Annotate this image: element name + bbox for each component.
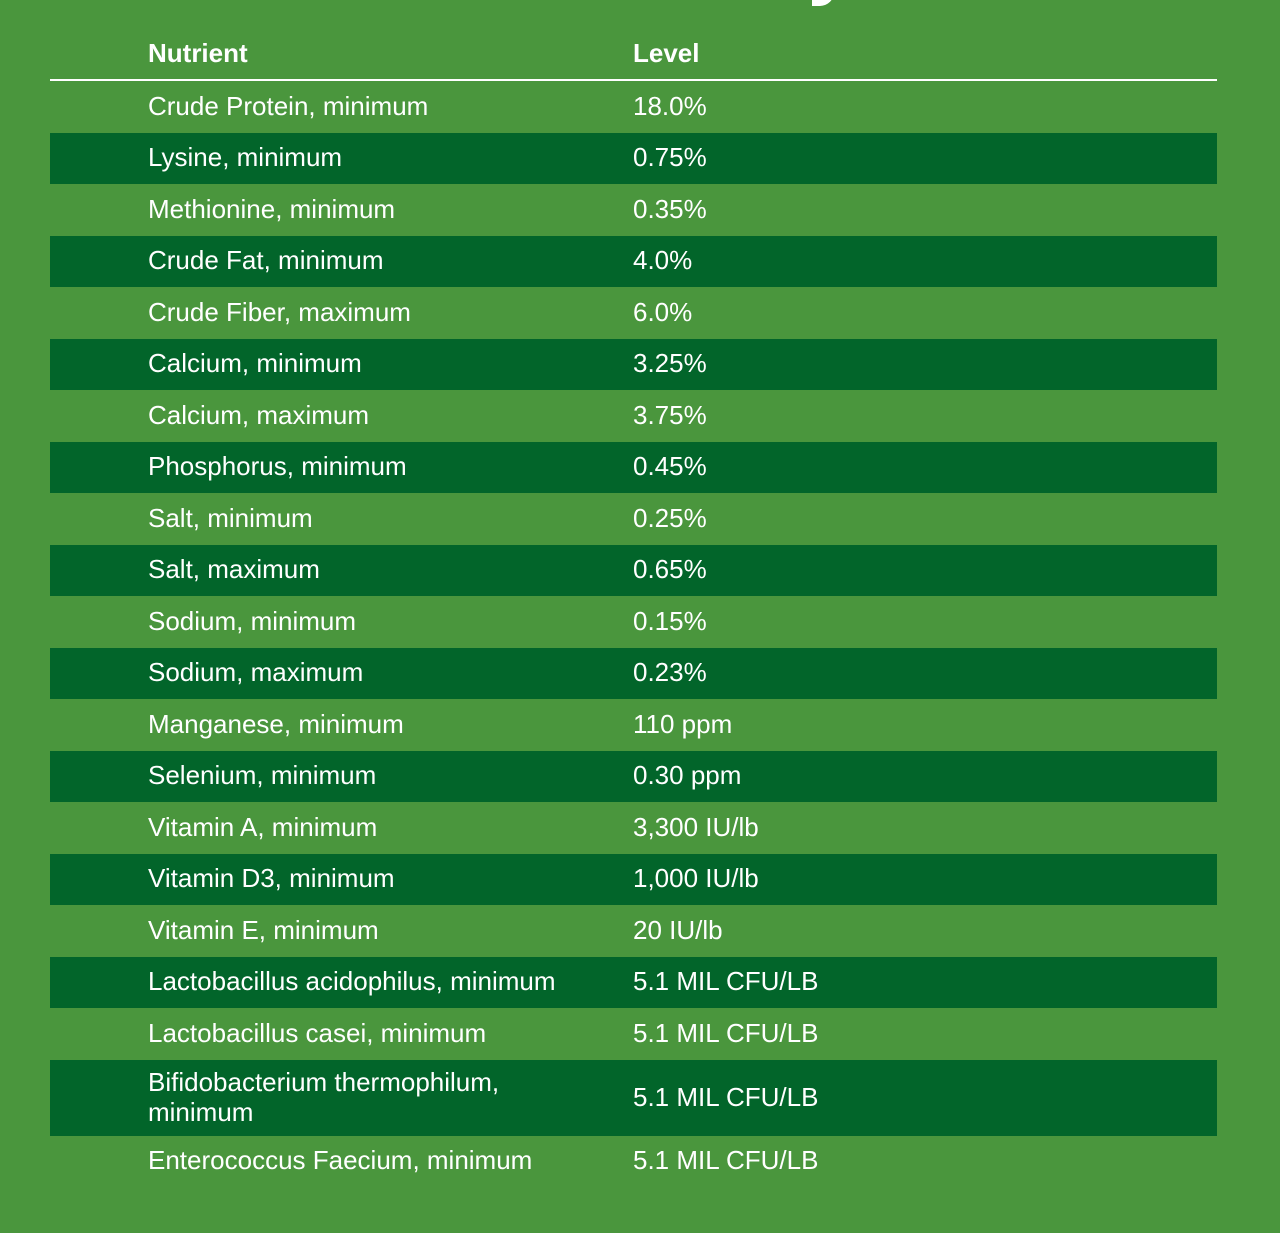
table-row xyxy=(50,699,1217,751)
level-cell: 0.15% xyxy=(633,605,707,636)
nutrient-cell: Lysine, minimum xyxy=(148,142,343,173)
level-cell: 0.65% xyxy=(633,554,707,585)
nutrient-cell: Lactobacillus casei, minimum xyxy=(148,1017,487,1048)
level-cell: 3.75% xyxy=(633,399,707,430)
level-cell: 5.1 MIL CFU/LB xyxy=(633,1145,819,1176)
nutrient-cell: Crude Protein, minimum xyxy=(148,90,429,121)
level-cell: 0.25% xyxy=(633,502,707,533)
table-row xyxy=(50,442,1217,494)
table-row xyxy=(50,493,1217,545)
table-row xyxy=(50,751,1217,803)
table-row xyxy=(50,596,1217,648)
level-cell: 3.25% xyxy=(633,348,707,379)
level-cell: 3,300 IU/lb xyxy=(633,811,759,842)
level-cell: 110 ppm xyxy=(633,708,733,739)
nutrient-cell: Salt, minimum xyxy=(148,502,313,533)
nutrient-cell: Phosphorus, minimum xyxy=(148,451,407,482)
nutrient-cell: Crude Fiber, maximum xyxy=(148,296,411,327)
table-row xyxy=(50,957,1217,1009)
header-level: Level xyxy=(633,38,700,68)
nutrient-cell: Sodium, minimum xyxy=(148,605,357,636)
header-nutrient: Nutrient xyxy=(148,38,248,68)
nutrient-cell: Enterococcus Faecium, minimum xyxy=(148,1145,533,1176)
table-row xyxy=(50,339,1217,391)
nutrient-cell: Crude Fat, minimum xyxy=(148,245,384,276)
table-row xyxy=(50,1008,1217,1060)
level-cell: 6.0% xyxy=(633,296,693,327)
table-row xyxy=(50,81,1217,133)
level-cell: 20 IU/lb xyxy=(633,914,723,945)
nutrient-cell: Selenium, minimum xyxy=(148,760,377,791)
table-row xyxy=(50,802,1217,854)
level-cell: 0.75% xyxy=(633,142,707,173)
table-row xyxy=(50,545,1217,597)
level-cell: 1,000 IU/lb xyxy=(633,863,759,894)
table-row xyxy=(50,1060,1217,1136)
nutrient-cell: Vitamin E, minimum xyxy=(148,914,379,945)
nutrient-cell: Vitamin D3, minimum xyxy=(148,863,395,894)
level-cell: 0.23% xyxy=(633,657,707,688)
nutrient-cell: Salt, maximum xyxy=(148,554,320,585)
table-row xyxy=(50,854,1217,906)
nutrient-cell: Calcium, minimum xyxy=(148,348,362,379)
nutrient-cell: Vitamin A, minimum xyxy=(148,811,378,842)
table-row xyxy=(50,1136,1217,1188)
level-cell: 18.0% xyxy=(633,90,707,121)
guaranteed-analysis-table xyxy=(50,28,1217,1187)
table-row xyxy=(50,287,1217,339)
table-header xyxy=(50,28,1217,81)
nutrient-cell: Bifidobacterium thermophilum, minimum xyxy=(148,1066,500,1127)
level-cell: 5.1 MIL CFU/LB xyxy=(633,1017,819,1048)
level-cell: 0.45% xyxy=(633,451,707,482)
table-row xyxy=(50,390,1217,442)
table-row xyxy=(50,648,1217,700)
table-row xyxy=(50,236,1217,288)
nutrient-cell: Manganese, minimum xyxy=(148,708,404,739)
level-cell: 5.1 MIL CFU/LB xyxy=(633,1081,819,1112)
nutrient-cell: Methionine, minimum xyxy=(148,193,396,224)
nutrient-cell: Lactobacillus acidophilus, minimum xyxy=(148,966,556,997)
level-cell: 0.35% xyxy=(633,193,707,224)
table-row xyxy=(50,905,1217,957)
nutrient-cell: Calcium, maximum xyxy=(148,399,370,430)
cropped-title-fragment xyxy=(812,0,834,6)
nutrient-cell: Sodium, maximum xyxy=(148,657,364,688)
level-cell: 0.30 ppm xyxy=(633,760,742,791)
level-cell: 5.1 MIL CFU/LB xyxy=(633,966,819,997)
table-row xyxy=(50,133,1217,185)
level-cell: 4.0% xyxy=(633,245,693,276)
table-row xyxy=(50,184,1217,236)
